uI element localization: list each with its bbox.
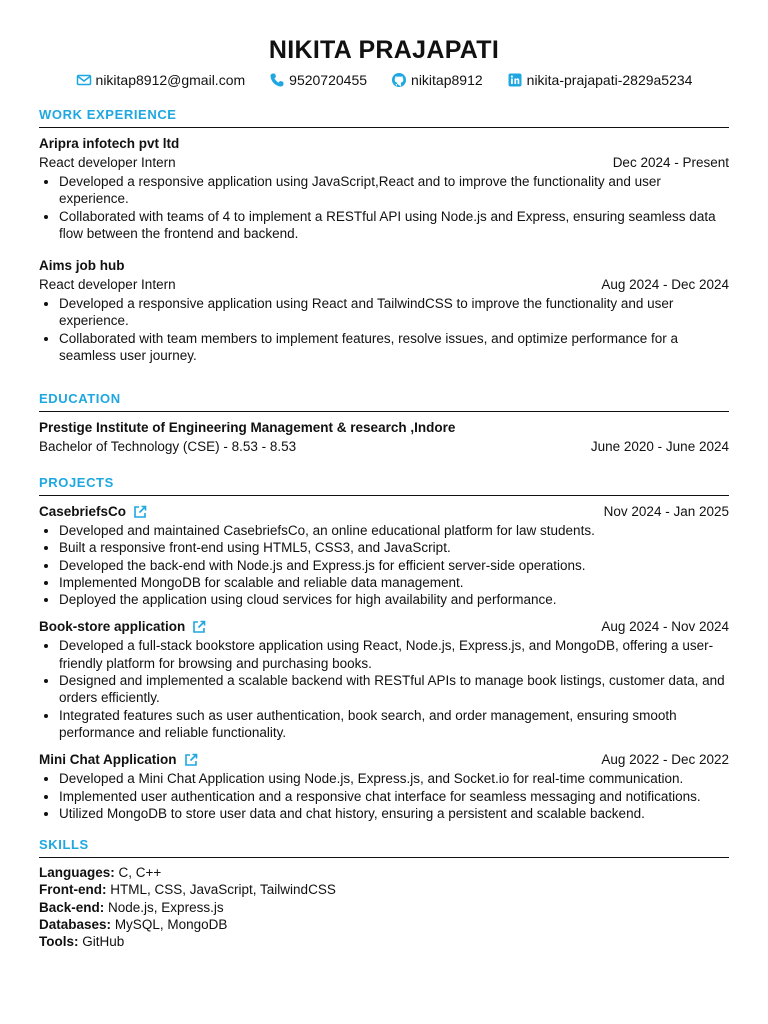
- section-title-skills: SKILLS: [39, 837, 89, 852]
- github-icon: [391, 72, 407, 88]
- section-divider: [39, 495, 729, 496]
- project-name: CasebriefsCo: [39, 504, 127, 519]
- skill-label: Back-end:: [39, 899, 105, 915]
- job-bullets: [39, 295, 729, 364]
- skill-value: MySQL, MongoDB: [114, 916, 228, 932]
- bullet-item: • Deployed the application using cloud services for high availability and performance.: [59, 591, 729, 608]
- bullet-item: • Developed the back-end with Node.js and Express.js for efficient server-side operations.: [59, 557, 729, 574]
- job-entry: [39, 134, 729, 242]
- bullet-item: • Developed a responsive application using JavaScript,React and to improve the functionality and user experience.: [59, 173, 729, 208]
- project-dates: Nov 2024 - Jan 2025: [603, 504, 729, 519]
- project-dates: Aug 2022 - Dec 2022: [601, 752, 729, 768]
- skill-row: [39, 933, 729, 950]
- skill-label: Languages:: [39, 865, 115, 880]
- job-company: Aims job hub: [39, 258, 125, 274]
- skill-value: GitHub: [82, 934, 125, 950]
- phone-icon: [269, 72, 285, 88]
- skill-value: Node.js, Express.js: [108, 899, 224, 915]
- contact-linkedin-text: nikita-prajapati-2829a5234: [526, 72, 693, 88]
- education-dates: June 2020 - June 2024: [590, 439, 729, 454]
- section-title-work: WORK EXPERIENCE: [39, 107, 177, 122]
- email-icon: [76, 72, 92, 88]
- bullet-item: • Implemented MongoDB for scalable and reliable data management.: [59, 574, 729, 591]
- job-role: React developer Intern: [39, 155, 176, 170]
- job-company: Aripra infotech pvt ltd: [39, 136, 180, 151]
- section-divider: [39, 411, 729, 412]
- education-degree: Bachelor of Technology (CSE) - 8.53 - 8.53: [39, 439, 297, 454]
- bullet-item: • Developed a full-stack bookstore application using React, Node.js, Express.js, and MongoDB, offering a user-friendly platform for browsing and purchasing books.: [59, 637, 729, 672]
- bullet-item: • Collaborated with teams of 4 to implement a RESTful API using Node.js and Express, ensuring seamless data flow between the frontend and backend.: [59, 208, 729, 243]
- education-section: [39, 389, 729, 456]
- project-name: Mini Chat Application: [39, 752, 177, 768]
- section-title-education: EDUCATION: [39, 391, 121, 406]
- contact-phone-text: 9520720455: [289, 72, 368, 88]
- skill-label: Tools:: [39, 934, 79, 950]
- contact-bar: [0, 72, 768, 88]
- external-link-icon[interactable]: [132, 504, 148, 520]
- project-bullets: [39, 637, 729, 741]
- job-role: React developer Intern: [39, 277, 176, 293]
- project-name: Book-store application: [39, 619, 186, 635]
- project-entry: [39, 750, 729, 822]
- section-title-projects: PROJECTS: [39, 475, 114, 490]
- bullet-item: • Designed and implemented a scalable backend with RESTful APIs to manage book listings, customer data, and orders efficiently.: [59, 672, 729, 707]
- skills-section: [39, 835, 729, 950]
- project-header: [39, 750, 729, 769]
- project-bullets: [39, 770, 729, 822]
- contact-email-text: nikitap8912@gmail.com: [95, 72, 246, 88]
- bullet-item: • Collaborated with team members to implement features, resolve issues, and optimize performance for a seamless user journey.: [59, 330, 729, 365]
- skill-row: [39, 881, 729, 898]
- contact-github[interactable]: [391, 72, 483, 88]
- contact-email[interactable]: [76, 72, 246, 88]
- job-entry: [39, 256, 729, 364]
- job-role-row: [39, 275, 729, 294]
- job-dates: Dec 2024 - Present: [612, 155, 729, 170]
- job-dates: Aug 2024 - Dec 2024: [601, 277, 729, 293]
- skill-label: Databases:: [39, 916, 112, 932]
- contact-phone[interactable]: [269, 72, 367, 88]
- skill-row: [39, 864, 729, 881]
- job-role-row: [39, 153, 729, 172]
- external-link-icon[interactable]: [191, 619, 207, 635]
- project-entry: [39, 617, 729, 741]
- skill-row: [39, 916, 729, 933]
- bullet-item: • Developed and maintained CasebriefsCo, an online educational platform for law students.: [59, 522, 729, 539]
- education-school: Prestige Institute of Engineering Management & research ,Indore: [39, 420, 456, 435]
- skill-row: [39, 899, 729, 916]
- skill-label: Front-end:: [39, 882, 107, 898]
- job-bullets: [39, 173, 729, 242]
- project-dates: Aug 2024 - Nov 2024: [601, 619, 729, 635]
- work-experience-section: [39, 105, 729, 364]
- contact-linkedin[interactable]: [507, 72, 693, 88]
- projects-section: [39, 473, 729, 822]
- linkedin-icon: [507, 72, 523, 88]
- bullet-item: • Developed a Mini Chat Application using Node.js, Express.js, and Socket.io for real-time communication.: [59, 770, 729, 787]
- education-degree-row: [39, 437, 729, 456]
- bullet-item: • Integrated features such as user authentication, book search, and order management, ensuring smooth performance and reliable functionality.: [59, 707, 729, 742]
- project-header: [39, 617, 729, 636]
- section-divider: [39, 127, 729, 128]
- bullet-item: • Utilized MongoDB to store user data and chat history, ensuring a persistent and scalable backend.: [59, 805, 729, 822]
- project-entry: [39, 502, 729, 608]
- bullet-item: • Implemented user authentication and a responsive chat interface for seamless messaging and notifications.: [59, 788, 729, 805]
- section-divider: [39, 857, 729, 858]
- contact-github-text: nikitap8912: [411, 72, 483, 88]
- project-bullets: [39, 522, 729, 608]
- skill-value: HTML, CSS, JavaScript, TailwindCSS: [110, 882, 336, 898]
- bullet-item: • Built a responsive front-end using HTML5, CSS3, and JavaScript.: [59, 539, 729, 556]
- skill-value: C, C++: [118, 865, 162, 880]
- external-link-icon[interactable]: [183, 752, 199, 768]
- project-header: [39, 502, 729, 521]
- bullet-item: • Developed a responsive application using React and TailwindCSS to improve the functionality and user experience.: [59, 295, 729, 330]
- resume-name: NIKITA PRAJAPATI: [268, 36, 500, 64]
